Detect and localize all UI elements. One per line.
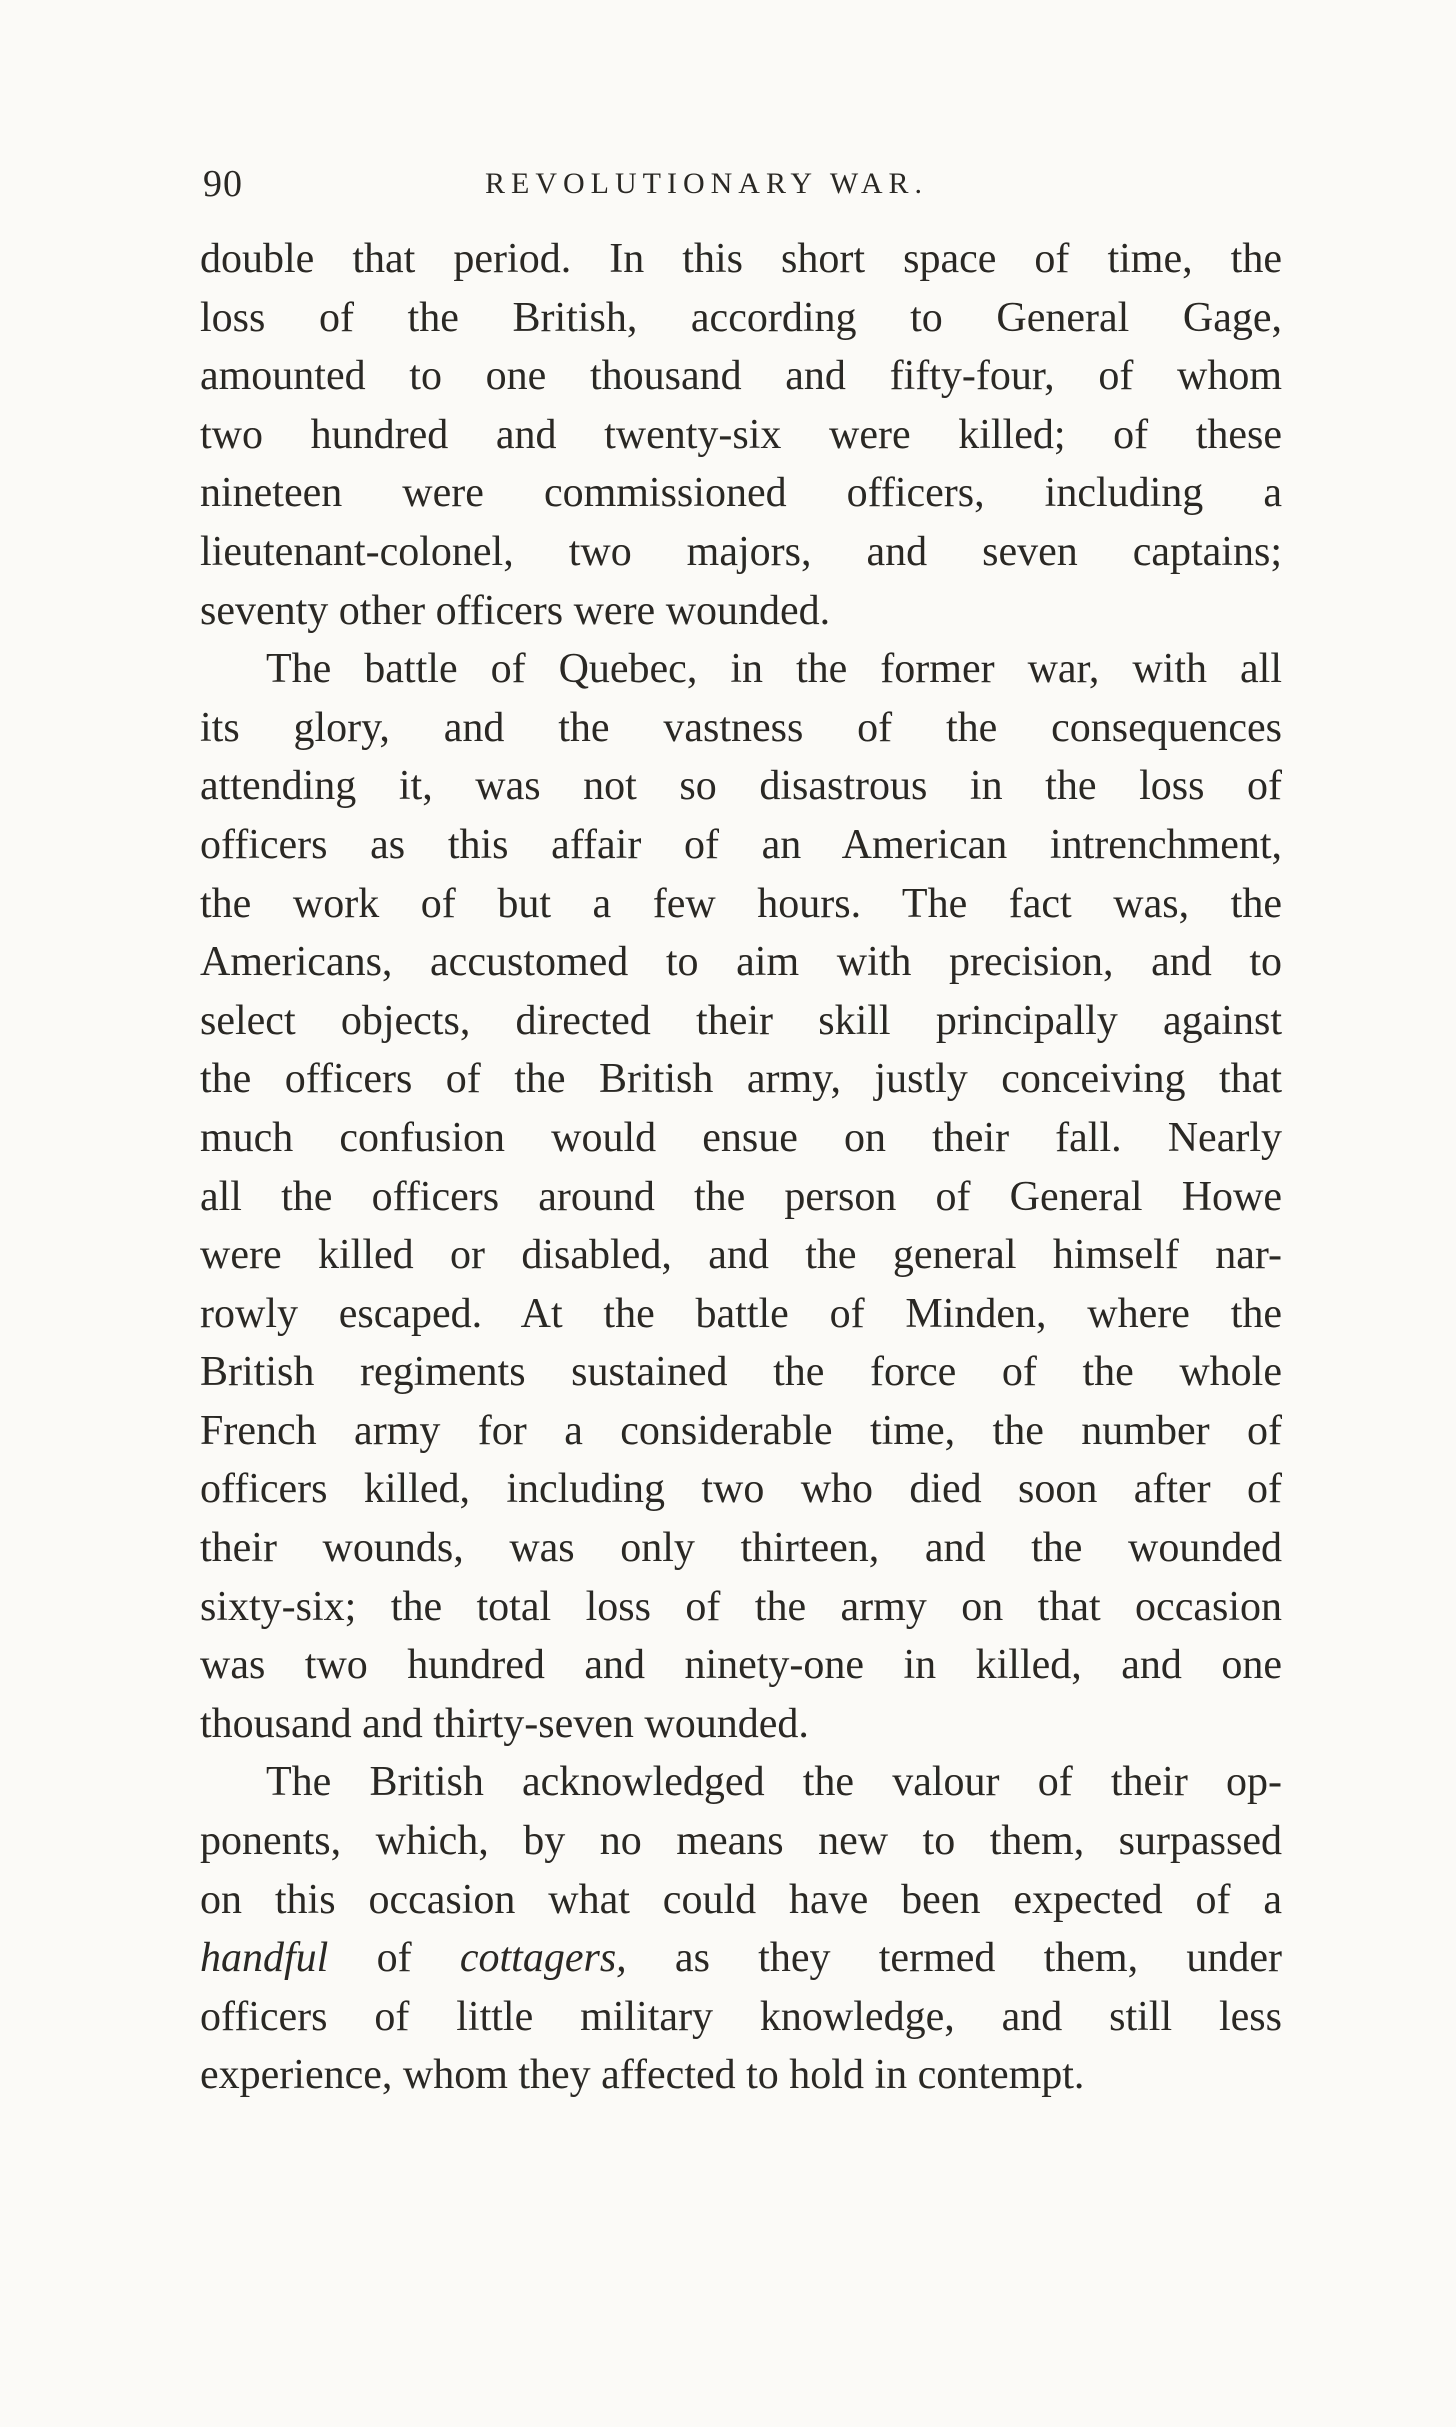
text-line: the officers of the British army, justly conceiving that (200, 1056, 1282, 1103)
text-line: French army for a considerable time, the number of (200, 1407, 1282, 1454)
text-line: The British acknowledged the valour of their op- (266, 1759, 1282, 1806)
text-line: officers of little military knowledge, and still less (200, 1993, 1282, 2040)
text-line: sixty-six; the total loss of the army on that occasion (200, 1583, 1282, 1630)
line-text: of (328, 1935, 460, 1982)
text-line: nineteen were commissioned officers, including a (200, 470, 1282, 517)
text-line: British regiments sustained the force of the whole (200, 1349, 1282, 1396)
paragraph-1 (200, 230, 1282, 640)
body-text (200, 230, 1282, 2105)
text-line: two hundred and twenty-six were killed; of these (200, 411, 1282, 458)
page-header (203, 156, 1273, 212)
text-line: ponents, which, by no means new to them, surpassed (200, 1818, 1282, 1865)
text-line: was two hundred and ninety-one in killed, and one (200, 1642, 1282, 1689)
text-line: officers as this affair of an American intrenchment, (200, 821, 1282, 868)
paragraph-2 (200, 640, 1282, 1753)
text-line: officers killed, including two who died soon after of (200, 1466, 1282, 1513)
text-line: experience, whom they affected to hold in contempt. (200, 2052, 1085, 2099)
line-text: as they termed them, under (626, 1935, 1282, 1982)
text-line: thousand and thirty-seven wounded. (200, 1700, 809, 1747)
text-line: rowly escaped. At the battle of Minden, where the (200, 1290, 1282, 1337)
text-line: amounted to one thousand and fifty-four, of whom (200, 353, 1282, 400)
text-line: on this occasion what could have been expected of a (200, 1876, 1282, 1923)
running-head: REVOLUTIONARY WAR. (485, 167, 928, 200)
text-line: lieutenant-colonel, two majors, and seven captains; (200, 528, 1282, 575)
text-line: attending it, was not so disastrous in the loss of (200, 763, 1282, 810)
text-line: its glory, and the vastness of the consequences (200, 704, 1282, 751)
paragraph-3 (200, 1753, 1282, 2105)
text-line: The battle of Quebec, in the former war, with all (266, 646, 1282, 693)
text-line: all the officers around the person of General Howe (200, 1173, 1282, 1220)
text-line: much confusion would ensue on their fall. Nearly (200, 1114, 1282, 1161)
italic-word-cottagers: cottagers, (459, 1935, 627, 1982)
text-line: their wounds, was only thirteen, and the wounded (200, 1525, 1282, 1572)
page-number: 90 (203, 163, 243, 205)
text-line: the work of but a few hours. The fact was, the (200, 880, 1282, 927)
text-line: were killed or disabled, and the general himself nar- (200, 1232, 1282, 1279)
text-line: loss of the British, according to General Gage, (200, 294, 1282, 341)
italic-word-handful: handful (200, 1935, 329, 1982)
text-line: double that period. In this short space of time, the (200, 236, 1282, 282)
text-line: select objects, directed their skill principally against (200, 997, 1282, 1044)
text-line: Americans, accustomed to aim with precision, and to (200, 939, 1282, 986)
text-line: seventy other officers were wounded. (200, 587, 831, 634)
text-line-italic-phrases (200, 1929, 1282, 1988)
